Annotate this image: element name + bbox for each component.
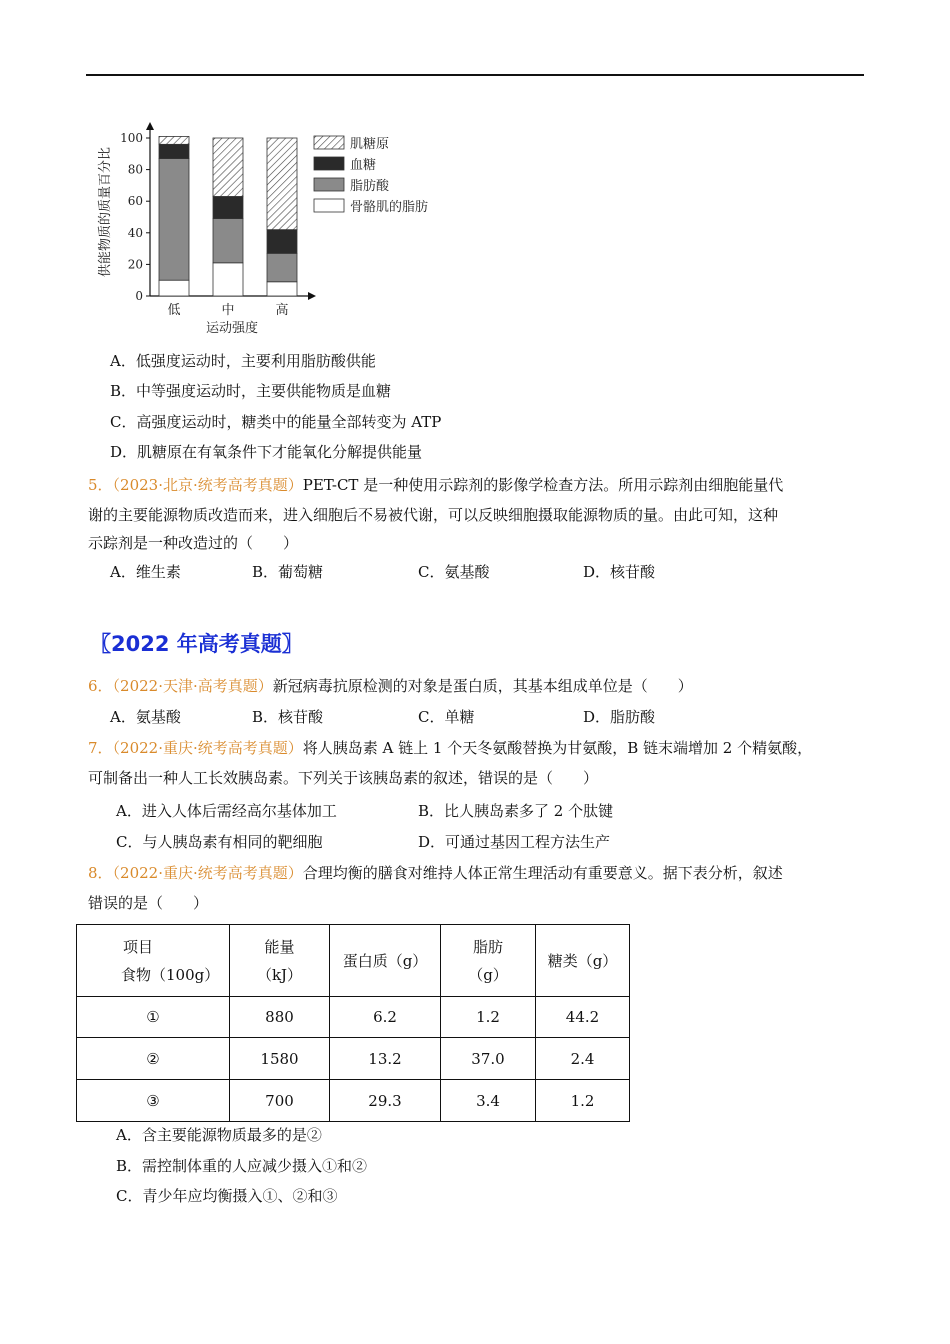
legend-label: 骨骼肌的脂肪 [350,200,429,215]
q7-source: （2022·重庆·统考高考真题） [112,739,303,757]
q7-option-d: D．可通过基因工程方法生产 [418,833,611,851]
q5-option-d: D．核苷酸 [583,563,656,581]
q5-option-a: A．维生素 [110,563,181,581]
q5-option-c: C．氨基酸 [418,563,490,581]
q4-option-c: C．高强度运动时，糖类中的能量全部转变为 ATP [110,413,442,431]
x-tick-label: 中 [221,303,235,318]
q7-line2: 可制备出一种人工长效胰岛素。下列关于该胰岛素的叙述，错误的是（ ） [88,769,599,787]
table-cell: 3.4 [441,1080,536,1122]
header-item-food [77,925,230,997]
table-cell: 29.3 [330,1080,441,1122]
q6-text: 新冠病毒抗原检测的对象是蛋白质，其基本组成单位是（ ） [272,677,693,695]
q7-number: 7． [88,739,113,757]
q5-source: （2023·北京·统考高考真题） [112,476,303,494]
bar-segment [213,219,243,263]
header-food: 食物（100g） [121,965,220,984]
energy-chart [90,100,550,350]
y-tick-label: 40 [127,225,143,240]
q7-option-a: A．进入人体后需经高尔基体加工 [116,802,337,820]
header-protein: 蛋白质（g） [330,925,441,997]
bar-segment [267,138,297,230]
table-cell: 44.2 [536,997,630,1038]
table-row [77,1080,630,1122]
q5-number: 5． [88,476,113,494]
bar-segment [159,136,189,144]
q5-line2: 谢的主要能源物质改造而来，进入细胞后不易被代谢，可以反映细胞摄取能源物质的量。由此可知，这种 [88,506,779,524]
y-tick-label: 20 [127,257,143,272]
x-axis-label: 运动强度 [205,321,259,336]
q8-option-c: C．青少年应均衡摄入①、②和③ [116,1187,338,1205]
y-tick-label: 80 [127,162,143,177]
bar-segment [159,159,189,281]
q8-option-a: A．含主要能源物质最多的是② [116,1126,322,1144]
table-cell: 1580 [230,1038,330,1080]
bar-segment [267,282,297,296]
q6-option-b: B．核苷酸 [252,708,324,726]
legend-swatch [314,199,344,212]
bar-segment [213,263,243,296]
table-cell: 1.2 [441,997,536,1038]
q4-option-a: A．低强度运动时，主要利用脂肪酸供能 [110,352,376,370]
q8-line1 [88,862,783,883]
legend-swatch [314,136,344,149]
table-cell: 1.2 [536,1080,630,1122]
y-tick-label: 100 [120,131,143,145]
legend-swatch [314,178,344,191]
header-energy-unit: （kJ） [256,965,303,984]
q8-number: 8． [88,864,113,882]
q6-option-c: C．单糖 [418,708,475,726]
q8-line2: 错误的是（ ） [88,894,209,912]
header-item: 项目 [123,937,154,956]
q6-line [88,675,693,696]
table-cell: ③ [77,1080,230,1122]
y-axis-label: 供能物质的质量百分比 [98,146,113,278]
q8-source: （2022·重庆·统考高考真题） [112,864,303,882]
table-cell: ② [77,1038,230,1080]
header-energy-label: 能量 [264,937,295,956]
legend-label: 血糖 [350,158,377,173]
q5-line1 [88,474,783,495]
q6-source: （2022·天津·高考真题） [112,677,273,695]
q7-option-b: B．比人胰岛素多了 2 个肽键 [418,802,614,820]
table-cell: 6.2 [330,997,441,1038]
q6-option-d: D．脂肪酸 [583,708,656,726]
x-tick-label: 低 [167,303,181,318]
q4-option-d: D．肌糖原在有氧条件下才能氧化分解提供能量 [110,443,423,461]
table-cell: 13.2 [330,1038,441,1080]
x-tick-label: 高 [275,303,289,318]
header-sugar: 糖类（g） [536,925,630,997]
legend-label: 脂肪酸 [350,179,390,194]
header-fat-unit: （g） [468,965,508,984]
y-axis-arrow [146,122,154,130]
q5-line3: 示踪剂是一种改造过的（ ） [88,534,299,552]
table-cell: 37.0 [441,1038,536,1080]
q6-option-a: A．氨基酸 [110,708,181,726]
table-row [77,1038,630,1080]
q7-option-c: C．与人胰岛素有相同的靶细胞 [116,833,323,851]
food-table [76,924,630,1122]
q5-text-1: PET-CT 是一种使用示踪剂的影像学检查方法。所用示踪剂由细胞能量代 [302,476,784,494]
header-rule [86,74,864,76]
q7-line1 [88,737,812,758]
q4-option-b: B．中等强度运动时，主要供能物质是血糖 [110,382,392,400]
bar-segment [267,253,297,281]
x-axis-arrow [308,292,316,300]
q5-option-b: B．葡萄糖 [252,563,324,581]
bar-segment [267,230,297,254]
section-title: 〖2022 年高考真题〗 [90,632,303,656]
table-cell: ① [77,997,230,1038]
q6-number: 6． [88,677,113,695]
q8-text-1: 合理均衡的膳食对维持人体正常生理活动有重要意义。据下表分析，叙述 [302,864,783,882]
q8-option-b: B．需控制体重的人应减少摄入①和② [116,1157,368,1175]
y-tick-label: 60 [127,194,143,209]
table-header-row [77,925,630,997]
header-energy [230,925,330,997]
table-cell: 700 [230,1080,330,1122]
header-fat [441,925,536,997]
table-cell: 880 [230,997,330,1038]
legend-label: 肌糖原 [350,137,390,152]
header-fat-label: 脂肪 [472,937,503,956]
table-row [77,997,630,1038]
q7-text-1: 将人胰岛素 A 链上 1 个天冬氨酸替换为甘氨酸，B 链末端增加 2 个精氨酸， [302,739,813,757]
legend-swatch [314,157,344,170]
table-cell: 2.4 [536,1038,630,1080]
y-tick-label: 0 [135,289,143,303]
bar-segment [159,280,189,296]
bar-segment [159,144,189,158]
bar-segment [213,138,243,196]
bar-segment [213,196,243,218]
